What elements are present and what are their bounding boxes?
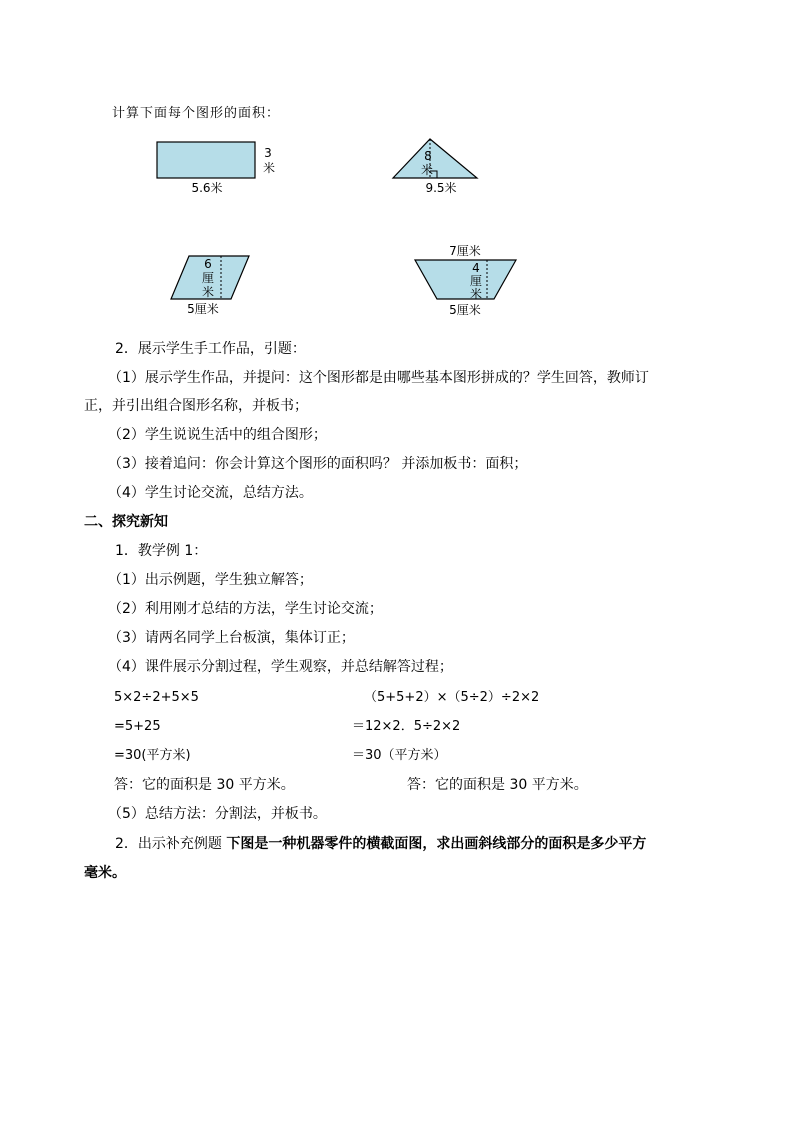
parallelogram-height-unit-1: 厘 bbox=[201, 271, 215, 285]
supplementary-question: 下图是一种机器零件的横截面图，求出画斜线部分的面积是多少平方 bbox=[226, 836, 647, 852]
supplementary-question-cont: 毫米。 bbox=[84, 865, 126, 881]
trapezoid-top-label: 7厘米 bbox=[449, 244, 481, 258]
parallelogram-height-value: 6 bbox=[204, 257, 212, 271]
answer-right: 答：它的面积是 30 平方米。 bbox=[407, 777, 588, 793]
triangle-base-label: 9.5米 bbox=[425, 181, 457, 195]
parallelogram-base-label: 5厘米 bbox=[187, 302, 219, 316]
step-2: （2）利用刚才总结的方法，学生讨论交流； bbox=[108, 601, 383, 617]
example-1-title: 1．教学例 1： bbox=[115, 543, 208, 559]
section-2-item-1-cont: 正，并引出组合图形名称，并板书； bbox=[84, 398, 308, 414]
triangle-shape bbox=[393, 139, 477, 178]
trapezoid-bottom-label: 5厘米 bbox=[449, 303, 481, 317]
answer-left: 答：它的面积是 30 平方米。 bbox=[114, 777, 295, 793]
trapezoid-shape bbox=[415, 260, 516, 299]
trapezoid-height-unit-1: 厘 bbox=[469, 274, 483, 288]
section-2-item-4: （4）学生讨论交流，总结方法。 bbox=[108, 485, 313, 501]
step-1: （1）出示例题，学生独立解答； bbox=[108, 572, 313, 588]
section-2-item-2: （2）学生说说生活中的组合图形； bbox=[108, 427, 327, 443]
supplementary-prefix: 2．出示补充例题 bbox=[115, 836, 227, 852]
triangle-height-value: 8 bbox=[424, 149, 432, 163]
section-2-item-1: （1）展示学生作品，并提问：这个图形都是由哪些基本图形拼成的？学生回答，教师订 bbox=[108, 370, 649, 386]
rectangle-height-value: 3 bbox=[264, 146, 272, 160]
calc-left-line-1: 5×2÷2+5×5 bbox=[114, 690, 199, 705]
step-4: （4）课件展示分割过程，学生观察，并总结解答过程； bbox=[108, 659, 453, 675]
calc-left-line-2: =5+25 bbox=[114, 719, 161, 734]
section-2-heading: 2．展示学生手工作品，引题： bbox=[115, 341, 306, 357]
exercise-instruction: 计算下面每个图形的面积： bbox=[112, 106, 281, 121]
trapezoid-height-unit-2: 米 bbox=[469, 287, 483, 301]
shape-figures bbox=[0, 0, 794, 330]
step-3: （3）请两名同学上台板演，集体订正； bbox=[108, 630, 355, 646]
supplementary-example bbox=[115, 835, 646, 853]
part-2-heading: 二、探究新知 bbox=[84, 514, 168, 530]
calc-right-line-2: ＝12×2．5÷2×2 bbox=[352, 719, 461, 734]
calc-left-line-3: =30(平方米) bbox=[114, 748, 191, 763]
triangle-height-unit: 米 bbox=[420, 163, 434, 177]
trapezoid-height-value: 4 bbox=[472, 261, 480, 275]
method-summary: （5）总结方法：分割法，并板书。 bbox=[108, 806, 327, 822]
section-2-item-3: （3）接着追问：你会计算这个图形的面积吗？ 并添加板书：面积； bbox=[108, 456, 528, 472]
rectangle-shape bbox=[157, 142, 255, 178]
rectangle-height-unit: 米 bbox=[262, 161, 276, 175]
parallelogram-height-unit-2: 米 bbox=[201, 285, 215, 299]
calc-right-line-1: （5+5+2）×（5÷2）÷2×2 bbox=[364, 690, 540, 705]
calc-right-line-3: ＝30（平方米） bbox=[352, 748, 447, 763]
rectangle-base-label: 5.6米 bbox=[191, 181, 223, 195]
